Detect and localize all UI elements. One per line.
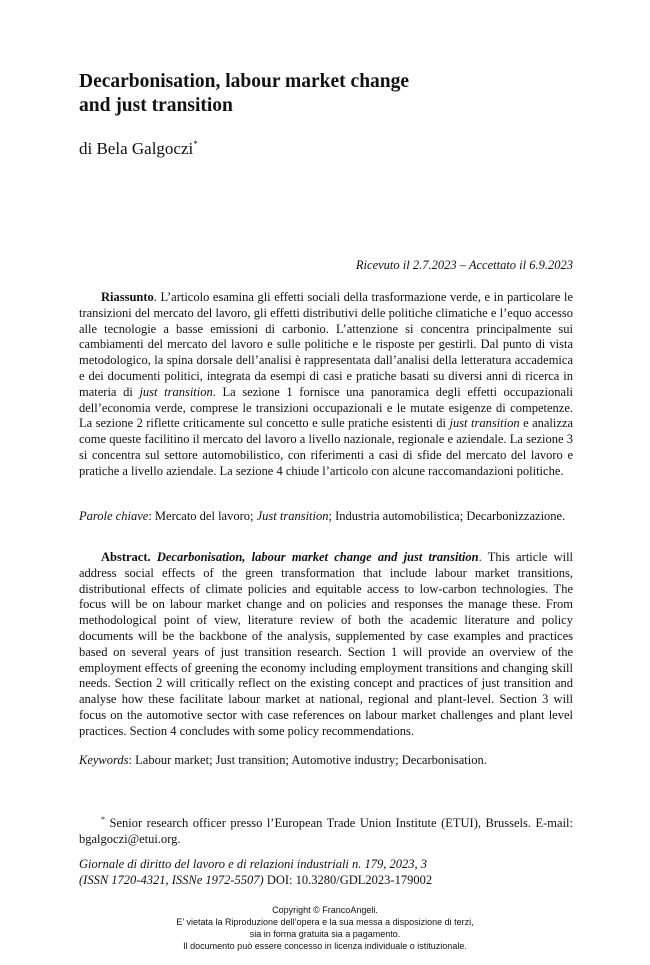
journal-line-2 bbox=[79, 872, 579, 888]
copyright-notice bbox=[0, 904, 650, 952]
author-line bbox=[79, 139, 198, 159]
parole-chiave-line bbox=[79, 508, 579, 524]
riassunto-italic-1: just transition bbox=[139, 384, 213, 399]
copyright-line-2: E’ vietata la Riproduzione dell’opera e la sua messa a disposizione di terzi, bbox=[176, 917, 474, 927]
parole-chiave-text-2: ; Industria automobilistica; Decarbonizzazione. bbox=[328, 509, 566, 523]
riassunto-italic-2: just transition bbox=[449, 416, 520, 431]
article-title-line-1: Decarbonisation, labour market change bbox=[79, 71, 410, 92]
abstract-text: . This article will address social effects of the green transformation that include labour market transitions, distributional effects of climate policies and equitable access to low-carbon technologies. The focus will be on labour market change and on policies and responses the manage these. From methodological point of view, literature review of both the academic literature and policy documents will be the backbone of the analysis, supplemented by case examples and practices based on several years of just transition research. Section 1 will provide an overview of the employment effects of greening the economy including employment transitions and changing skill needs. Section 2 will critically reflect on the existing concept and practices of just transition and analyse how these facilitate labour market at national, regional and plant-level. Section 3 will focus on the automotive sector with case references on labour market challenges and plant level practices. Section 4 concludes with some policy recommendations. bbox=[79, 550, 574, 738]
article-title bbox=[79, 70, 579, 118]
author-footnote-mark: * bbox=[193, 139, 198, 149]
abstract-paragraph bbox=[79, 550, 573, 740]
journal-line-1: Giornale di diritto del lavoro e di relazioni industriali n. 179, 2023, 3 bbox=[79, 857, 428, 871]
journal-citation bbox=[79, 856, 579, 888]
riassunto-text-3: e analizza come queste facilitino il mercato del lavoro a livello nazionale, regionale e aziendale. La sezione 3 si concentra sul settore automobilistico, con riferimenti a casi di sfide del mercato del lavoro e pratiche a livello aziendale. La sezione 4 chiude l’articolo con alcune raccomandazioni politiche. bbox=[79, 416, 573, 478]
author-name: di Bela Galgoczi bbox=[79, 139, 194, 158]
keywords-line bbox=[79, 752, 579, 768]
article-title-line-2: and just transition bbox=[79, 95, 233, 116]
author-footnote bbox=[79, 812, 573, 848]
footnote-text: Senior research officer presso l’European Trade Union Institute (ETUI), Brussels. E-mail: bgalgoczi@etui.org. bbox=[79, 816, 573, 846]
copyright-line-4: Il documento può essere concesso in licenza individuale o istituzionale. bbox=[183, 941, 467, 951]
riassunto-text-1: . L’articolo esamina gli effetti sociali della trasformazione verde, e in particolare le transizioni del mercato del lavoro, gli effetti distributivi delle politiche climatiche e l’equo accesso alle tecnologie a basse emissioni di carbonio. L’attenzione si concentra principalmente sui cambiamenti del mercato del lavoro e sulle politiche e le risposte per gestirli. Dal punto di vista metodologico, la spina dorsale dell’analisi è rappresentata dall’analisi della letteratura accademica e dei documenti politici, integrata da esempi di casi e pratiche basati su diversi anni di ricerca in materia di bbox=[79, 290, 573, 399]
copyright-line-1: Copyright © FrancoAngeli. bbox=[272, 905, 378, 915]
journal-issn: (ISSN 1720-4321, ISSNe 1972-5507) bbox=[79, 873, 264, 887]
riassunto-paragraph bbox=[79, 290, 573, 480]
keywords-label: Keywords bbox=[79, 753, 129, 767]
footnote-mark: * bbox=[101, 815, 105, 824]
abstract-title: Decarbonisation, labour market change and just transition bbox=[156, 550, 479, 564]
keywords-text: : Labour market; Just transition; Automotive industry; Decarbonisation. bbox=[128, 753, 487, 767]
riassunto-text-2: . La sezione 1 fornisce una panoramica degli effetti occupazionali dell’economia verde, comprese le transizioni occupazionali e le mutate esigenze di competenze. La sezione 2 riflette criticamente sul concetto e sulle pratiche esistenti di bbox=[79, 384, 574, 431]
riassunto-label: Riassunto bbox=[101, 290, 154, 304]
abstract-label: Abstract. bbox=[101, 550, 151, 564]
parole-chiave-text-1: : Mercato del lavoro; bbox=[148, 509, 257, 523]
received-accepted-dates: Ricevuto il 2.7.2023 – Accettato il 6.9.2023 bbox=[355, 258, 573, 272]
copyright-line-3: sia in forma gratuita sia a pagamento. bbox=[249, 929, 401, 939]
parole-chiave-label: Parole chiave bbox=[79, 509, 149, 523]
journal-doi: DOI: 10.3280/GDL2023-179002 bbox=[263, 873, 433, 887]
parole-chiave-italic: Just transition bbox=[256, 509, 329, 523]
